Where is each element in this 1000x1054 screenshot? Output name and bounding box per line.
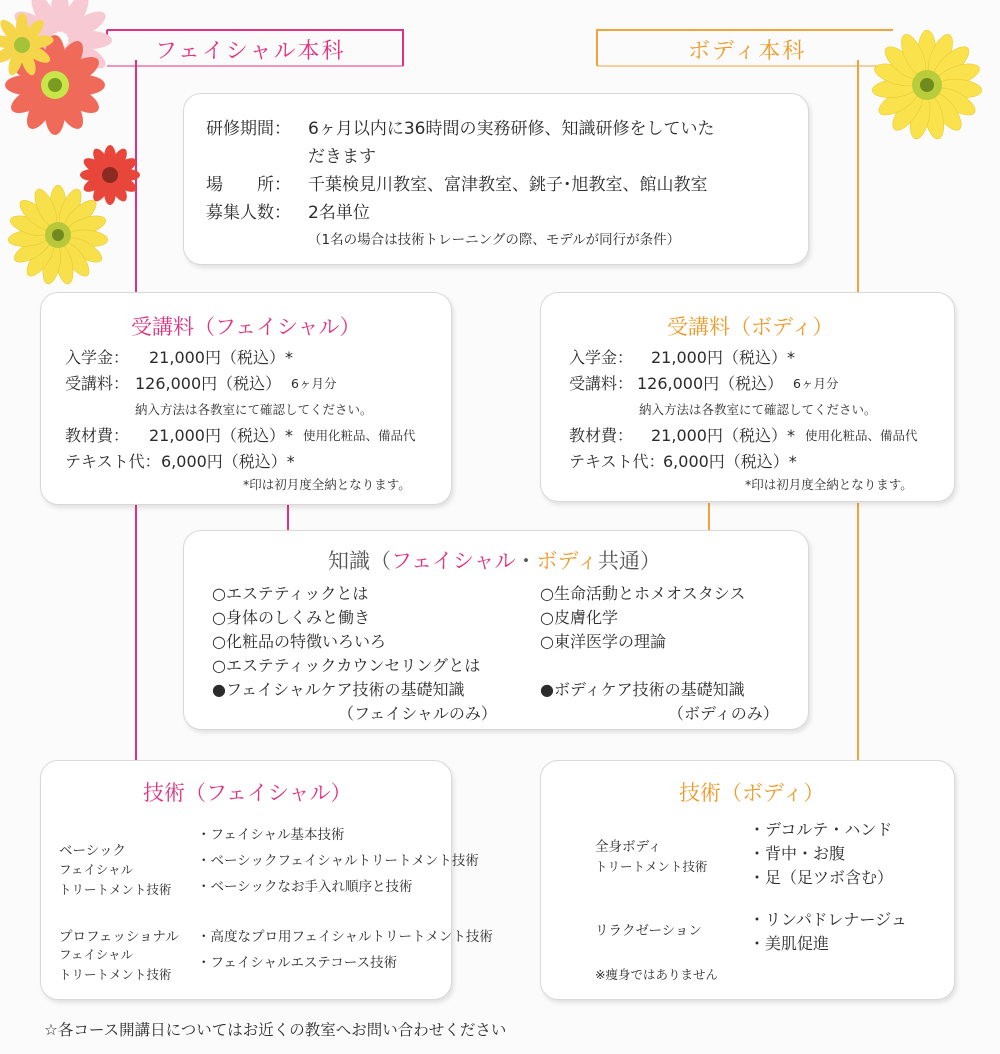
yellow-gerbera-flower-left	[8, 185, 108, 285]
fee-facial-materials-value: 21,000円（税込）*	[149, 426, 293, 445]
knowledge-left-item: ●フェイシャルケア技術の基礎知識	[212, 680, 465, 699]
footer-note: ☆各コース開講日についてはお近くの教室へお問い合わせください	[44, 1021, 507, 1039]
fee-facial-materials-note: 使用化粧品、備品代	[303, 428, 416, 443]
yellow-gerbera-flower-right	[872, 30, 982, 140]
place-value: 千葉検見川教室、富津教室、銚子･旭教室、館山教室	[308, 175, 708, 195]
knowledge-title-post: 共通）	[597, 549, 661, 573]
knowledge-title-pre: 知識（	[328, 549, 391, 573]
knowledge-right-item: ○皮膚化学	[540, 608, 618, 627]
recruit-value: 2名単位	[308, 203, 370, 223]
tech-body-relax-item: ・リンパドレナージュ	[749, 910, 907, 929]
fee-facial-footnote: *印は初月度全納となります。	[243, 477, 411, 492]
knowledge-title	[328, 545, 661, 575]
fee-body-payment-note: 納入方法は各教室にて確認してください。	[639, 402, 877, 417]
tech-body-title: 技術（ボディ）	[679, 781, 825, 805]
tech-facial-pro-label: トリートメント技術	[59, 967, 172, 982]
tech-body-full-label: トリートメント技術	[595, 859, 708, 874]
fee-facial-tuition-value: 126,000円（税込）	[135, 374, 282, 393]
tech-facial-basic-item: ・ベーシックなお手入れ順序と技術	[197, 879, 413, 895]
tech-facial-pro-label: プロフェッショナル	[59, 929, 179, 945]
fee-facial-title: 受講料（フェイシャル）	[131, 315, 361, 339]
period-label: 研修期間：	[206, 119, 291, 139]
fee-body-box	[540, 292, 955, 502]
tech-facial-pro-label: フェイシャル	[59, 947, 134, 962]
tech-facial-basic-label: フェイシャル	[59, 862, 134, 877]
knowledge-right-item: ●ボディケア技術の基礎知識	[540, 680, 745, 699]
knowledge-title-body: ボディ	[536, 549, 598, 573]
recruit-note: （1名の場合は技術トレーニングの際、モデルが同行が条件）	[308, 232, 681, 248]
knowledge-right-item: ○東洋医学の理論	[540, 632, 666, 651]
fee-body-text-label: テキスト代：	[569, 452, 665, 471]
fee-body-tuition-value: 126,000円（税込）	[637, 374, 784, 393]
tech-body-relax-label: リラクゼーション	[595, 923, 702, 939]
period-value-line1: 6ヶ月以内に36時間の実務研修、知識研修をしていた	[308, 119, 715, 139]
tech-body-full-item: ・デコルテ・ハンド	[749, 820, 893, 839]
fee-facial-tuition-label: 受講料：	[65, 374, 130, 393]
place-label: 場 所：	[206, 175, 291, 195]
tech-facial-pro-item: ・高度なプロ用フェイシャルトリートメント技術	[197, 929, 493, 945]
tech-body-full-item: ・背中・お腹	[749, 844, 846, 863]
fee-facial-materials-label: 教材費：	[65, 426, 130, 445]
fee-body-admission-value: 21,000円（税込）*	[651, 348, 795, 367]
knowledge-right-note: （ボディのみ）	[668, 704, 779, 723]
tech-facial-title: 技術（フェイシャル）	[143, 781, 352, 805]
body-header-title: ボディ本科	[688, 39, 807, 64]
knowledge-left-item: ○エステティックとは	[212, 584, 369, 603]
body-vertical-line-2	[857, 503, 859, 765]
fee-facial-admission-value: 21,000円（税込）*	[149, 348, 293, 367]
tech-body-note: ※痩身ではありません	[595, 967, 718, 982]
fee-body-admission-label: 入学金：	[569, 348, 634, 367]
knowledge-left-item: ○身体のしくみと働き	[212, 608, 370, 627]
fee-body-materials-note: 使用化粧品、備品代	[805, 428, 918, 443]
training-info-box	[183, 93, 809, 265]
tech-body-box	[540, 760, 955, 1000]
knowledge-left-note: （フェイシャルのみ）	[338, 704, 497, 723]
recruit-label: 募集人数：	[206, 203, 291, 223]
fee-body-title: 受講料（ボディ）	[667, 315, 834, 339]
fee-facial-text-value: 6,000円（税込）*	[161, 452, 295, 471]
knowledge-title-facial: フェイシャル	[391, 549, 516, 573]
fee-body-text-value: 6,000円（税込）*	[663, 452, 797, 471]
tech-facial-basic-label: ベーシック	[59, 843, 126, 859]
knowledge-box	[183, 530, 809, 730]
period-value-line2: だきます	[308, 147, 376, 167]
body-knowledge-connector	[708, 503, 710, 533]
knowledge-right-item: ○生命活動とホメオスタシス	[540, 584, 746, 603]
knowledge-left-item: ○エステティックカウンセリングとは	[212, 656, 481, 675]
tech-facial-basic-label: トリートメント技術	[59, 882, 172, 897]
pink-gerbera-flower	[0, 0, 130, 140]
tech-body-full-item: ・足（足ツボ含む）	[749, 868, 894, 887]
tech-facial-box	[40, 760, 493, 1000]
knowledge-title-dot: ・	[515, 549, 537, 573]
fee-facial-payment-note: 納入方法は各教室にて確認してください。	[135, 402, 373, 417]
body-vertical-line	[857, 60, 859, 305]
knowledge-left-item: ○化粧品の特徴いろいろ	[212, 632, 386, 651]
tech-facial-basic-item: ・フェイシャル基本技術	[197, 827, 345, 843]
tech-body-full-label: 全身ボディ	[595, 839, 662, 855]
fee-body-footnote: *印は初月度全納となります。	[745, 477, 913, 492]
facial-knowledge-connector	[287, 503, 289, 533]
fee-facial-tuition-note: 6ヶ月分	[291, 376, 337, 391]
facial-vertical-line-2	[135, 503, 137, 765]
fee-body-materials-value: 21,000円（税込）*	[651, 426, 795, 445]
tech-body-relax-item: ・美肌促進	[749, 934, 830, 953]
fee-body-tuition-label: 受講料：	[569, 374, 634, 393]
tech-facial-pro-item: ・フェイシャルエステコース技術	[197, 955, 398, 971]
facial-header-title: フェイシャル本科	[155, 39, 346, 64]
fee-facial-box	[40, 292, 452, 505]
fee-body-materials-label: 教材費：	[569, 426, 634, 445]
fee-body-tuition-note: 6ヶ月分	[793, 376, 839, 391]
fee-facial-text-label: テキスト代：	[65, 452, 161, 471]
fee-facial-admission-label: 入学金：	[65, 348, 130, 367]
tech-facial-basic-item: ・ベーシックフェイシャルトリートメント技術	[197, 853, 479, 869]
